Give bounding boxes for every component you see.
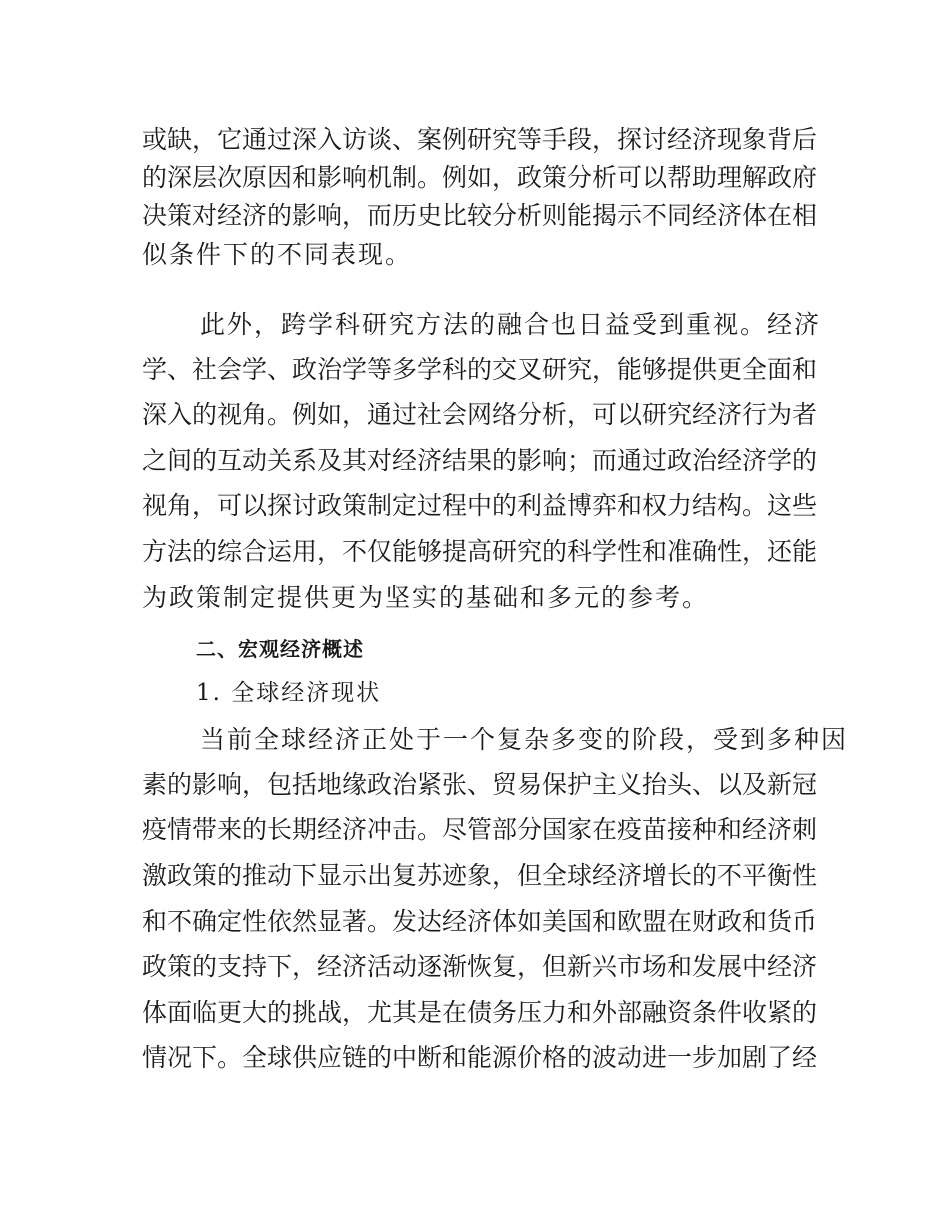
section-heading: 二、宏观经济概述	[196, 637, 364, 661]
paragraph-line: 政策的支持下，经济活动逐渐恢复，但新兴市场和发展中经济	[142, 952, 818, 981]
paragraph-line: 方法的综合运用，不仅能够提高研究的科学性和准确性，还能	[142, 537, 818, 566]
paragraph-line: 的深层次原因和影响机制。例如，政策分析可以帮助理解政府	[142, 163, 818, 192]
paragraph-line: 此外，跨学科研究方法的融合也日益受到重视。经济	[200, 310, 822, 339]
paragraph-line: 素的影响，包括地缘政治紧张、贸易保护主义抬头、以及新冠	[142, 770, 818, 799]
paragraph-line: 情况下。全球供应链的中断和能源价格的波动进一步加剧了经	[142, 1043, 818, 1072]
paragraph-line: 学、社会学、政治学等多学科的交叉研究，能够提供更全面和	[142, 355, 818, 384]
paragraph-line: 视角，可以探讨政策制定过程中的利益博弈和权力结构。这些	[142, 491, 818, 520]
paragraph-line: 为政策制定提供更为坚实的基础和多元的参考。	[142, 583, 710, 612]
subsection-heading: 1. 全球经济现状	[196, 680, 382, 706]
paragraph-line: 体面临更大的挑战，尤其是在债务压力和外部融资条件收紧的	[142, 998, 818, 1027]
paragraph-line: 激政策的推动下显示出复苏迹象，但全球经济增长的不平衡性	[142, 861, 818, 890]
paragraph-line: 当前全球经济正处于一个复杂多变的阶段，受到多种因	[200, 725, 849, 754]
paragraph-line: 之间的互动关系及其对经济结果的影响；而通过政治经济学的	[142, 446, 818, 475]
paragraph-line: 深入的视角。例如，通过社会网络分析，可以研究经济行为者	[142, 400, 818, 429]
paragraph-line: 和不确定性依然显著。发达经济体如美国和欧盟在财政和货币	[142, 907, 818, 936]
paragraph-line: 或缺，它通过深入访谈、案例研究等手段，探讨经济现象背后	[142, 125, 818, 154]
paragraph-line: 似条件下的不同表现。	[142, 240, 413, 269]
paragraph-line: 疫情带来的长期经济冲击。尽管部分国家在疫苗接种和经济刺	[142, 815, 818, 844]
paragraph-line: 决策对经济的影响，而历史比较分析则能揭示不同经济体在相	[142, 201, 818, 230]
